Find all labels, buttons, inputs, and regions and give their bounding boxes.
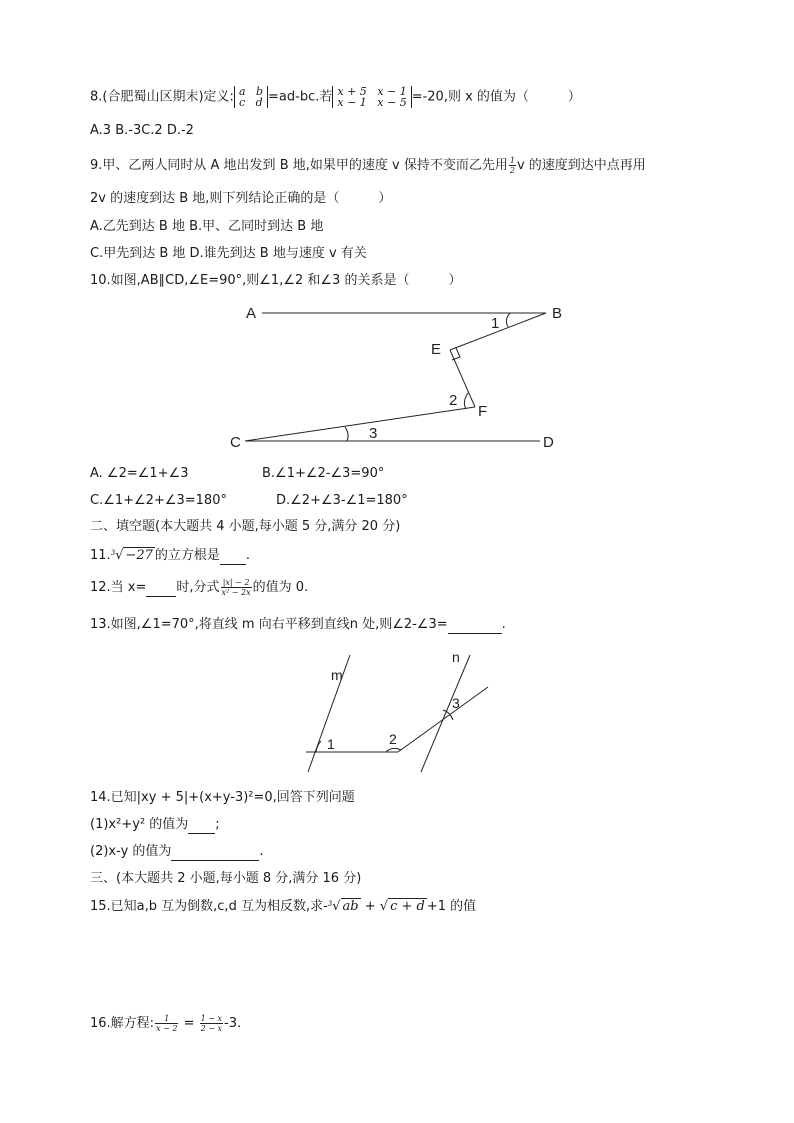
q15-prefix: 15.已知a,b 互为倒数,c,d 互为相反数,求- — [90, 899, 328, 914]
frac-den: x − 2 — [156, 1024, 178, 1033]
q9-options-ab: A.乙先到达 B 地 B.甲、乙同时到达 B 地 — [90, 219, 324, 234]
line-m — [308, 655, 350, 772]
label-D: D — [543, 434, 554, 451]
label-F: F — [478, 403, 488, 420]
q15-square-root: √ c + d — [379, 899, 425, 914]
q12-fraction — [221, 578, 252, 597]
root-index: 3 — [327, 900, 333, 908]
q12-answer-blank[interactable] — [146, 582, 176, 597]
q13-answer-blank[interactable] — [448, 619, 502, 634]
q16-fraction-left — [155, 1014, 178, 1033]
q9-options-cd: C.甲先到达 B 地 D.谁先到达 B 地与速度 v 有关 — [90, 246, 367, 261]
q16-suffix: -3. — [224, 1016, 242, 1031]
q14-p2-text: (2)x-y 的值为 — [90, 844, 172, 859]
frac-num: 1 − x — [200, 1014, 223, 1023]
det1-row2: c d — [238, 96, 263, 109]
q12-mid: 时,分式 — [176, 580, 220, 595]
q15-suffix: +1 的值 — [426, 899, 477, 914]
label-A: A — [246, 305, 257, 322]
root-index: 3 — [110, 549, 116, 557]
q14-p1-blank[interactable] — [188, 819, 215, 834]
q13-stem: 13.如图,∠1=70°,将直线 m 向右平移到直线n 处,则∠2-∠3= — [90, 617, 448, 632]
q10-figure — [0, 0, 794, 460]
frac-den: 2 − x — [200, 1024, 223, 1033]
plus-sign: + — [360, 899, 380, 914]
frac-num: 1 — [155, 1014, 178, 1024]
det2-row2: x − 1 x − 5 — [337, 96, 407, 109]
radicand-2: c + d — [390, 899, 425, 914]
q10-option-d: D.∠2+∠3-∠1=180° — [276, 493, 408, 508]
section-2-heading: 二、填空题(本大题共 4 小题,每小题 5 分,满分 20 分) — [90, 519, 401, 534]
question-12 — [90, 578, 308, 597]
q12-suffix: 的值为 0. — [252, 580, 309, 595]
q13-figure — [0, 640, 794, 780]
angle-3-arc — [345, 427, 348, 441]
radicand: −27 — [125, 548, 153, 563]
q14-part-2: (2)x-y 的值为 . — [90, 844, 264, 859]
question-13: 13.如图,∠1=70°,将直线 m 向右平移到直线n 处,则∠2-∠3= . — [90, 617, 506, 632]
segment-fc — [245, 407, 475, 441]
question-9-line2: 2v 的速度到达 B 地,则下列结论正确的是（ ） — [90, 191, 392, 206]
equals-sign: = — [179, 1016, 199, 1031]
question-10-stem: 10.如图,AB∥CD,∠E=90°,则∠1,∠2 和∠3 的关系是（ ） — [90, 273, 462, 288]
frac-num: |x| − 2 — [221, 578, 252, 588]
label-B: B — [552, 305, 563, 322]
frac-num: 1 — [509, 156, 515, 165]
q8-mid: =ad-bc.若 — [268, 89, 333, 105]
q8-options: A.3 B.-3C.2 D.-2 — [90, 123, 194, 138]
q15-cube-root: $^3$√ ab — [327, 899, 359, 914]
q11-answer-blank[interactable] — [220, 550, 246, 565]
radicand-1: ab — [342, 899, 359, 914]
label-angle-1: 1 — [491, 315, 500, 332]
label-m: m — [331, 667, 343, 683]
det1-row1: a b — [238, 85, 264, 98]
q14-p1-text: (1)x²+y² 的值为 — [90, 817, 189, 832]
label-C: C — [230, 434, 241, 451]
question-11: 11.$^3$√ −27 的立方根是 . — [90, 548, 251, 563]
label-angle-2: 2 — [449, 392, 458, 409]
oblique-ray — [398, 687, 488, 752]
label-angle-3: 3 — [369, 425, 378, 442]
q9-text-b: v 的速度到达中点再用 — [516, 158, 646, 173]
q11-prefix: 11. — [90, 548, 111, 563]
question-16 — [90, 1014, 241, 1033]
q10-option-b: B.∠1+∠2-∠3=90° — [262, 466, 385, 481]
q16-fraction-right — [200, 1014, 223, 1033]
frac-den: x² − 2x — [221, 588, 251, 597]
label-angle-2: 2 — [389, 731, 397, 747]
q11-cube-root: $^3$√ −27 — [110, 548, 153, 563]
q12-prefix: 12.当 x= — [90, 580, 147, 595]
label-angle-3: 3 — [452, 695, 460, 711]
det2-row1: x + 5 x − 1 — [337, 85, 407, 98]
q9-text-a: 9.甲、乙两人同时从 A 地出发到 B 地,如果甲的速度 v 保持不变而乙先用 — [90, 158, 508, 173]
label-angle-1: 1 — [327, 736, 335, 752]
question-14-stem: 14.已知|xy + 5|+(x+y-3)²=0,回答下列问题 — [90, 790, 355, 805]
section-3-heading: 三、(本大题共 2 小题,每小题 8 分,满分 16 分) — [90, 871, 362, 886]
line-n — [421, 655, 470, 772]
q16-prefix: 16.解方程: — [90, 1016, 155, 1031]
question-15 — [90, 897, 476, 916]
angle-1-arc — [506, 313, 510, 327]
q14-part-1: (1)x²+y² 的值为 ; — [90, 817, 220, 832]
angle-2-arc — [464, 393, 468, 409]
label-E: E — [431, 341, 442, 358]
q10-option-c: C.∠1+∠2+∠3=180° — [90, 493, 227, 508]
q8-suffix: =-20,则 x 的值为（ ） — [411, 89, 581, 105]
q8-prefix: 8.(合肥蜀山区期末)定义: — [90, 89, 234, 105]
q11-suffix: 的立方根是 — [154, 548, 220, 563]
frac-den: 2 — [509, 166, 515, 175]
q14-p2-blank[interactable] — [171, 846, 259, 861]
label-n: n — [452, 649, 460, 665]
q10-option-a: A. ∠2=∠1+∠3 — [90, 466, 189, 481]
